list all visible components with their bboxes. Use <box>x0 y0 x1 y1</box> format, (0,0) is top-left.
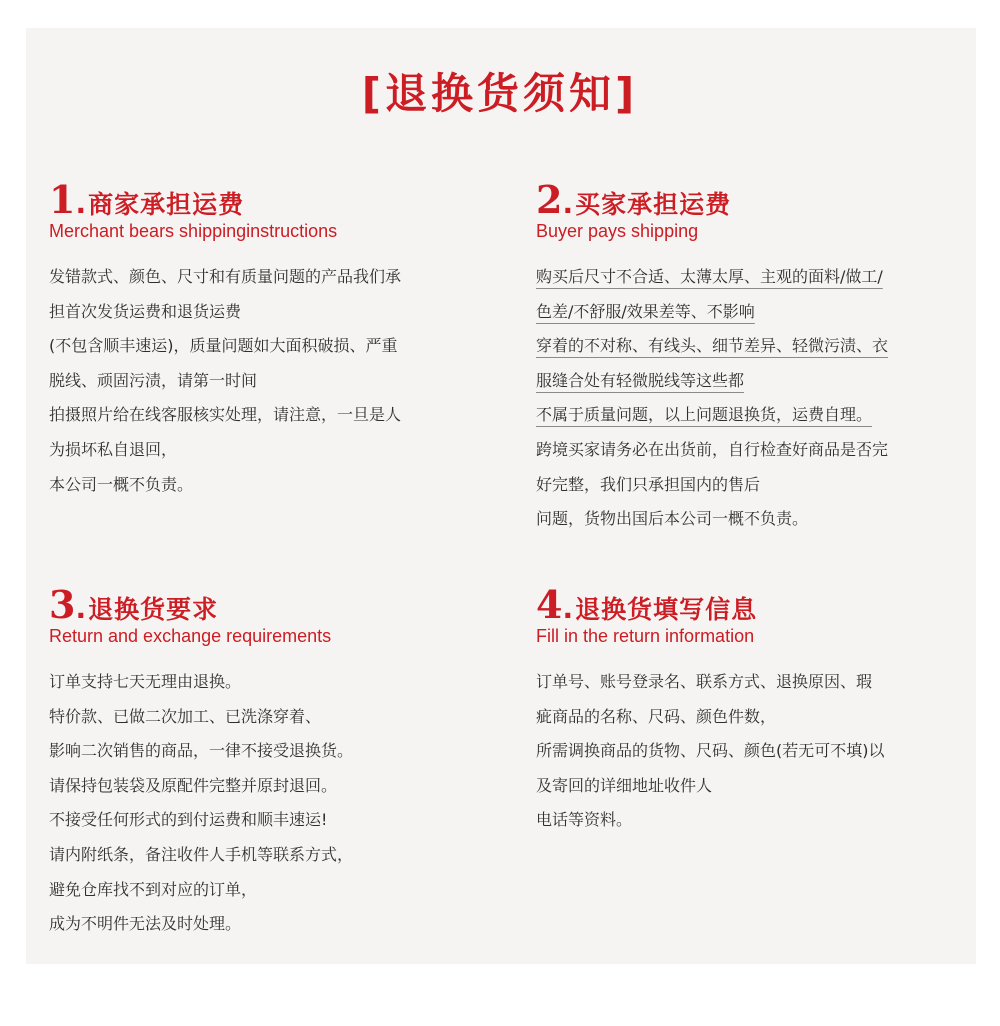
body-line: (不包含顺丰速运)，质量问题如大面积破损、严重 <box>49 336 398 356</box>
section-buyer-pays <box>536 177 966 537</box>
section-subtitle: Return and exchange requirements <box>49 626 332 646</box>
section-number-dot: . <box>75 592 87 625</box>
section-header <box>536 582 966 627</box>
body-line: 请保持包装袋及原配件完整并原封退回。 <box>49 775 338 795</box>
body-line: 请内附纸条，备注收件人手机等联系方式， <box>49 844 354 864</box>
page-title: [退换货须知] <box>361 69 639 118</box>
body-line: 不接受任何形式的到付运费和顺丰速运! <box>49 810 328 830</box>
section-number: 3 <box>49 582 76 627</box>
section-body <box>536 665 966 838</box>
body-line: 担首次发货运费和退货运费 <box>49 301 242 321</box>
body-line: 跨境买家请务必在出货前，自行检查好商品是否完 <box>536 439 889 459</box>
body-line: 订单号、账号登录名、联系方式、退换原因、瑕 <box>536 672 873 691</box>
body-line: 及寄回的详细地址收件人 <box>536 775 713 795</box>
section-body <box>49 260 479 502</box>
body-line: 为损坏私自退回， <box>49 439 178 459</box>
section-number-dot: . <box>562 187 574 220</box>
section-body <box>49 665 479 942</box>
body-line: 拍摄照片给在线客服核实处理，请注意，一旦是人 <box>49 405 402 425</box>
section-heading: 买家承担运费 <box>575 190 732 219</box>
section-number-dot: . <box>75 187 87 220</box>
section-subtitle: Merchant bears shippinginstructions <box>49 221 338 241</box>
section-merchant-pays <box>49 177 479 502</box>
body-line: 穿着的不对称、有线头、细节差异、轻微污渍、衣 <box>536 336 889 356</box>
body-line: 疵商品的名称、尺码、颜色件数， <box>536 706 777 726</box>
section-subtitle: Fill in the return information <box>536 626 755 646</box>
body-line: 色差/不舒服/效果差等、不影响 <box>536 301 755 321</box>
body-line: 避免仓库找不到对应的订单， <box>49 879 258 899</box>
section-body <box>536 260 966 537</box>
section-header <box>536 177 966 222</box>
body-line: 特价款、已做二次加工、已洗涤穿着、 <box>49 706 322 726</box>
body-line: 购买后尺寸不合适、太薄太厚、主观的面料/做工/ <box>536 267 883 286</box>
section-return-requirements <box>49 582 479 942</box>
body-line: 订单支持七天无理由退换。 <box>49 672 242 691</box>
body-line: 服缝合处有轻微脱线等这些都 <box>536 370 745 390</box>
section-heading: 退换货要求 <box>88 595 219 624</box>
section-number: 2 <box>536 177 563 222</box>
section-number: 1 <box>49 177 76 222</box>
body-line: 所需调换商品的货物、尺码、颜色(若无可不填)以 <box>536 741 885 761</box>
body-line: 影响二次销售的商品，一律不接受退换货。 <box>49 741 354 761</box>
body-line: 脱线、顽固污渍，请第一时间 <box>49 370 258 390</box>
section-number-dot: . <box>562 592 574 625</box>
section-return-info <box>536 582 966 838</box>
body-line: 电话等资料。 <box>536 810 633 830</box>
body-line: 问题，货物出国后本公司一概不负责。 <box>536 509 809 529</box>
section-heading: 退换货填写信息 <box>575 595 758 624</box>
section-subtitle: Buyer pays shipping <box>536 221 699 241</box>
section-header <box>49 582 479 627</box>
body-line: 不属于质量问题，以上问题退换货，运费自理。 <box>536 405 873 425</box>
section-heading: 商家承担运费 <box>88 190 245 219</box>
body-line: 发错款式、颜色、尺寸和有质量问题的产品我们承 <box>49 267 402 286</box>
body-line: 好完整，我们只承担国内的售后 <box>536 474 761 494</box>
body-line: 成为不明件无法及时处理。 <box>49 914 242 934</box>
body-line: 本公司一概不负责。 <box>49 474 194 494</box>
section-header <box>49 177 479 222</box>
section-number: 4 <box>536 582 563 627</box>
